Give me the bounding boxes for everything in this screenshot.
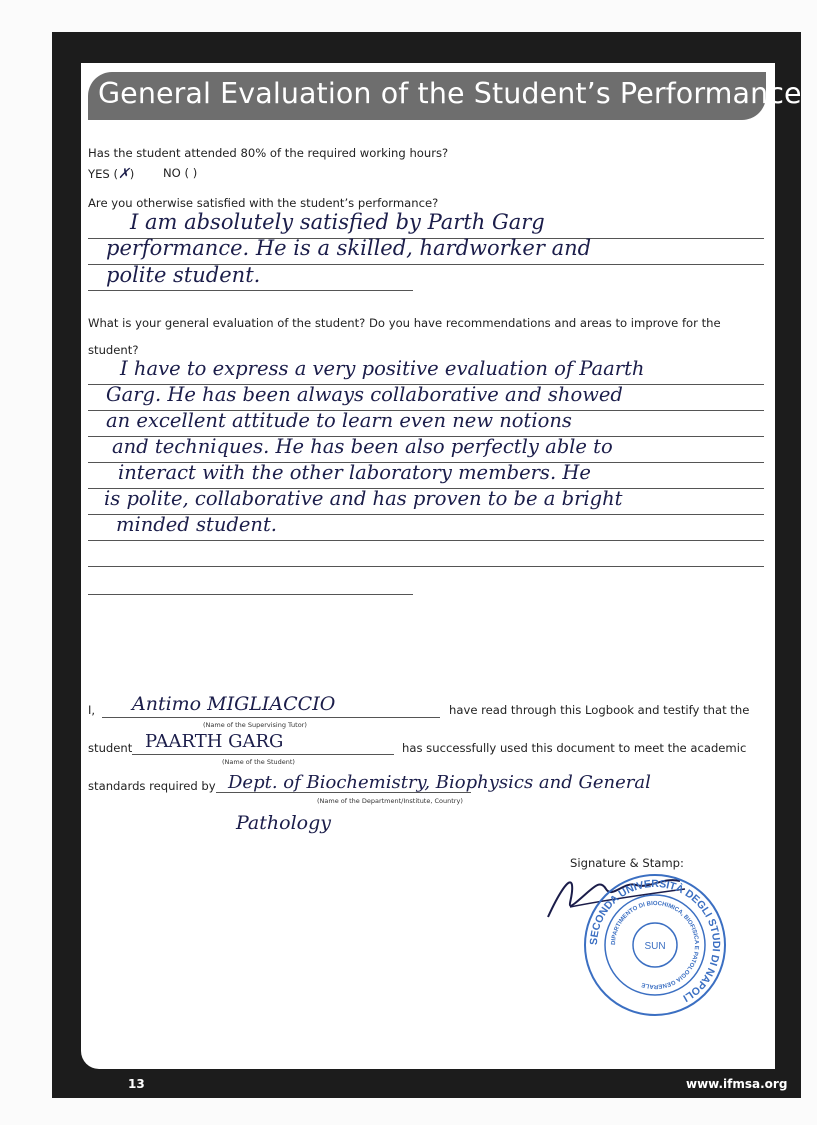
question-general-evaluation-cont: student?	[88, 343, 139, 357]
yes-check-mark: ✗	[117, 166, 130, 182]
department-name: Dept. of Biochemistry, Biophysics and General	[228, 772, 651, 793]
answer-no-label: NO ( )	[163, 166, 198, 180]
yes-close: )	[129, 167, 135, 181]
student-label: student	[88, 741, 133, 755]
handwritten-answer-line: and techniques. He has been also perfectly able to	[112, 435, 613, 458]
testimony-line2: has successfully used this document to meet the academic	[402, 741, 747, 755]
tutor-caption: (Name of the Supervising Tutor)	[203, 721, 307, 729]
department-name-cont: Pathology	[236, 812, 331, 834]
testimony-i-label: I,	[88, 703, 96, 717]
handwritten-answer-line: Garg. He has been always collaborative and showed	[106, 383, 623, 406]
handwritten-answer-line: minded student.	[116, 513, 278, 536]
website-url: www.ifmsa.org	[686, 1077, 788, 1091]
department-caption: (Name of the Department/Institute, Country)	[317, 797, 463, 805]
answer-line	[88, 594, 413, 595]
standards-label: standards required by	[88, 779, 216, 793]
question-attendance: Has the student attended 80% of the required working hours?	[88, 146, 449, 160]
handwritten-answer-line: performance. He is a skilled, hardworker and	[106, 236, 592, 260]
student-name: PAARTH GARG	[145, 731, 284, 752]
page-title: General Evaluation of the Student’s Performance	[98, 77, 802, 110]
handwritten-answer-line: is polite, collaborative and has proven to be a bright	[104, 487, 623, 510]
question-general-evaluation: What is your general evaluation of the student? Do you have recommendations and areas to improve for the	[88, 316, 721, 330]
university-stamp	[580, 870, 730, 1020]
handwritten-answer-line: I have to express a very positive evaluation of Paarth	[120, 357, 645, 380]
student-name-line	[132, 754, 394, 755]
stamp-inner-text: DIPARTIMENTO DI BIOCHIMICA, BIOFISICA E PATOLOGIA GENERALE	[610, 900, 700, 990]
student-caption: (Name of the Student)	[222, 758, 295, 766]
answer-yes-label	[88, 166, 134, 182]
handwritten-answer-line: I am absolutely satisfied by Parth Garg	[130, 210, 545, 234]
handwritten-answer-line: an excellent attitude to learn even new notions	[106, 409, 572, 432]
stamp-core-text: SUN	[644, 941, 666, 952]
tutor-name: Antimo MIGLIACCIO	[132, 693, 336, 715]
question-satisfaction: Are you otherwise satisfied with the student’s performance?	[88, 196, 439, 210]
page-number: 13	[128, 1077, 145, 1091]
testimony-line1: have read through this Logbook and testify that the	[449, 703, 750, 717]
stamp-outer-text: SECONDA UNIVERSITÀ DEGLI STUDI DI NAPOLI	[587, 877, 723, 1004]
yes-label: YES (	[88, 167, 118, 181]
answer-line	[88, 540, 764, 541]
answer-line	[88, 290, 413, 291]
signature-label: Signature & Stamp:	[570, 856, 684, 870]
tutor-name-line	[102, 717, 440, 718]
answer-line	[88, 566, 764, 567]
handwritten-answer-line: interact with the other laboratory members. He	[118, 461, 591, 484]
handwritten-answer-line: polite student.	[106, 263, 261, 287]
